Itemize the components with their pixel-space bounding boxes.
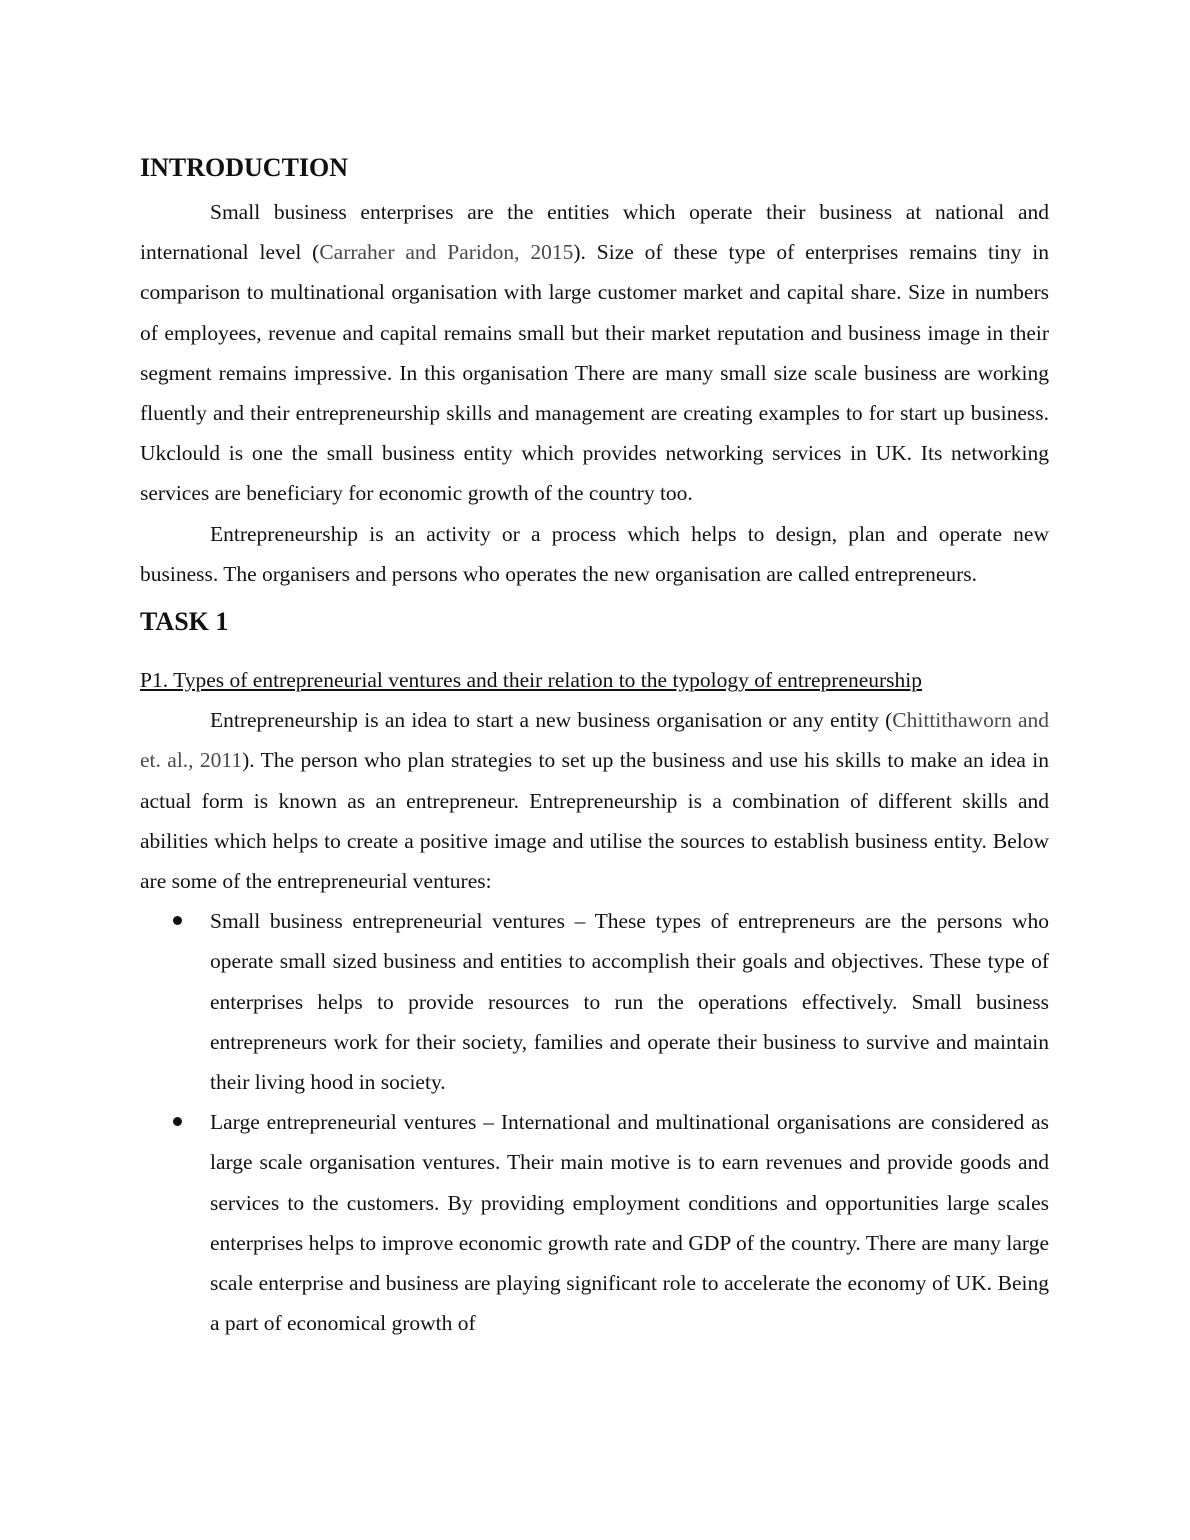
- list-item-text: Large entrepreneurial ventures – International and multinational organisations are considered as large scale organisation ventures. Their main motive is to earn revenues and provide goods and services to the customers. By providing employment conditions and opportunities large scales enterprises helps to improve economic growth rate and GDP of the country. There are many large scale enterprise and business are playing significant role to accelerate the economy of UK. Being a part of economical growth of: [210, 1110, 1049, 1336]
- task1-heading: TASK 1: [140, 607, 229, 637]
- list-item: [140, 1102, 1049, 1343]
- task1-p1-text-a: Entrepreneurship is an idea to start a new business organisation or any entity (: [210, 708, 893, 733]
- list-item: [140, 901, 1049, 1102]
- intro-paragraph-2: Entrepreneurship is an activity or a process which helps to design, plan and operate new business. The organisers and persons who operates the new organisation are called entrepreneurs.: [140, 521, 1049, 586]
- intro-paragraph-1: [140, 192, 1049, 514]
- citation-carraher: Carraher and Paridon, 2015: [319, 240, 574, 265]
- ventures-bullet-list: [140, 901, 1049, 1343]
- citation-chittithaworn: Chittithaworn and et. al., 2011: [140, 708, 1049, 773]
- intro-p1-text-a: Small business enterprises are the entities which operate their business at national and international level (: [140, 200, 1049, 265]
- document-page: [140, 150, 1049, 1343]
- bullet-icon: [173, 1117, 182, 1126]
- bullet-icon: [173, 916, 182, 925]
- list-item-text: Small business entrepreneurial ventures – These types of entrepreneurs are the persons who operate small sized business and entities to accomplish their goals and objectives. These type of enterprises helps to provide resources to run the operations effectively. Small business entrepreneurs work for their society, families and operate their business to survive and maintain their living hood in society.: [210, 909, 1049, 1095]
- intro-p1-text-b: ). Size of these type of enterprises remains tiny in comparison to multinational organisation with large customer market and capital share. Size in numbers of employees, revenue and capital remains small but their market reputation and business image in their segment remains impressive. In this organisation There are many small size scale business are working fluently and their entrepreneurship skills and management are creating examples to for start up business. Ukclould is one the small business entity which provides networking services in UK. Its networking services are beneficiary for economic growth of the country too.: [140, 240, 1050, 506]
- task1-p1-text-b: ). The person who plan strategies to set up the business and use his skills to make an idea in actual form is known as an entrepreneur. Entrepreneurship is a combination of different skills and abilities which helps to create a positive image and utilise the sources to establish business entity. Below are some of the entrepreneurial ventures:: [140, 748, 1050, 894]
- p1-subheading: P1. Types of entrepreneurial ventures and their relation to the typology of entrepreneurship: [140, 668, 923, 693]
- task1-paragraph-1: [140, 700, 1049, 901]
- introduction-heading: INTRODUCTION: [140, 153, 349, 182]
